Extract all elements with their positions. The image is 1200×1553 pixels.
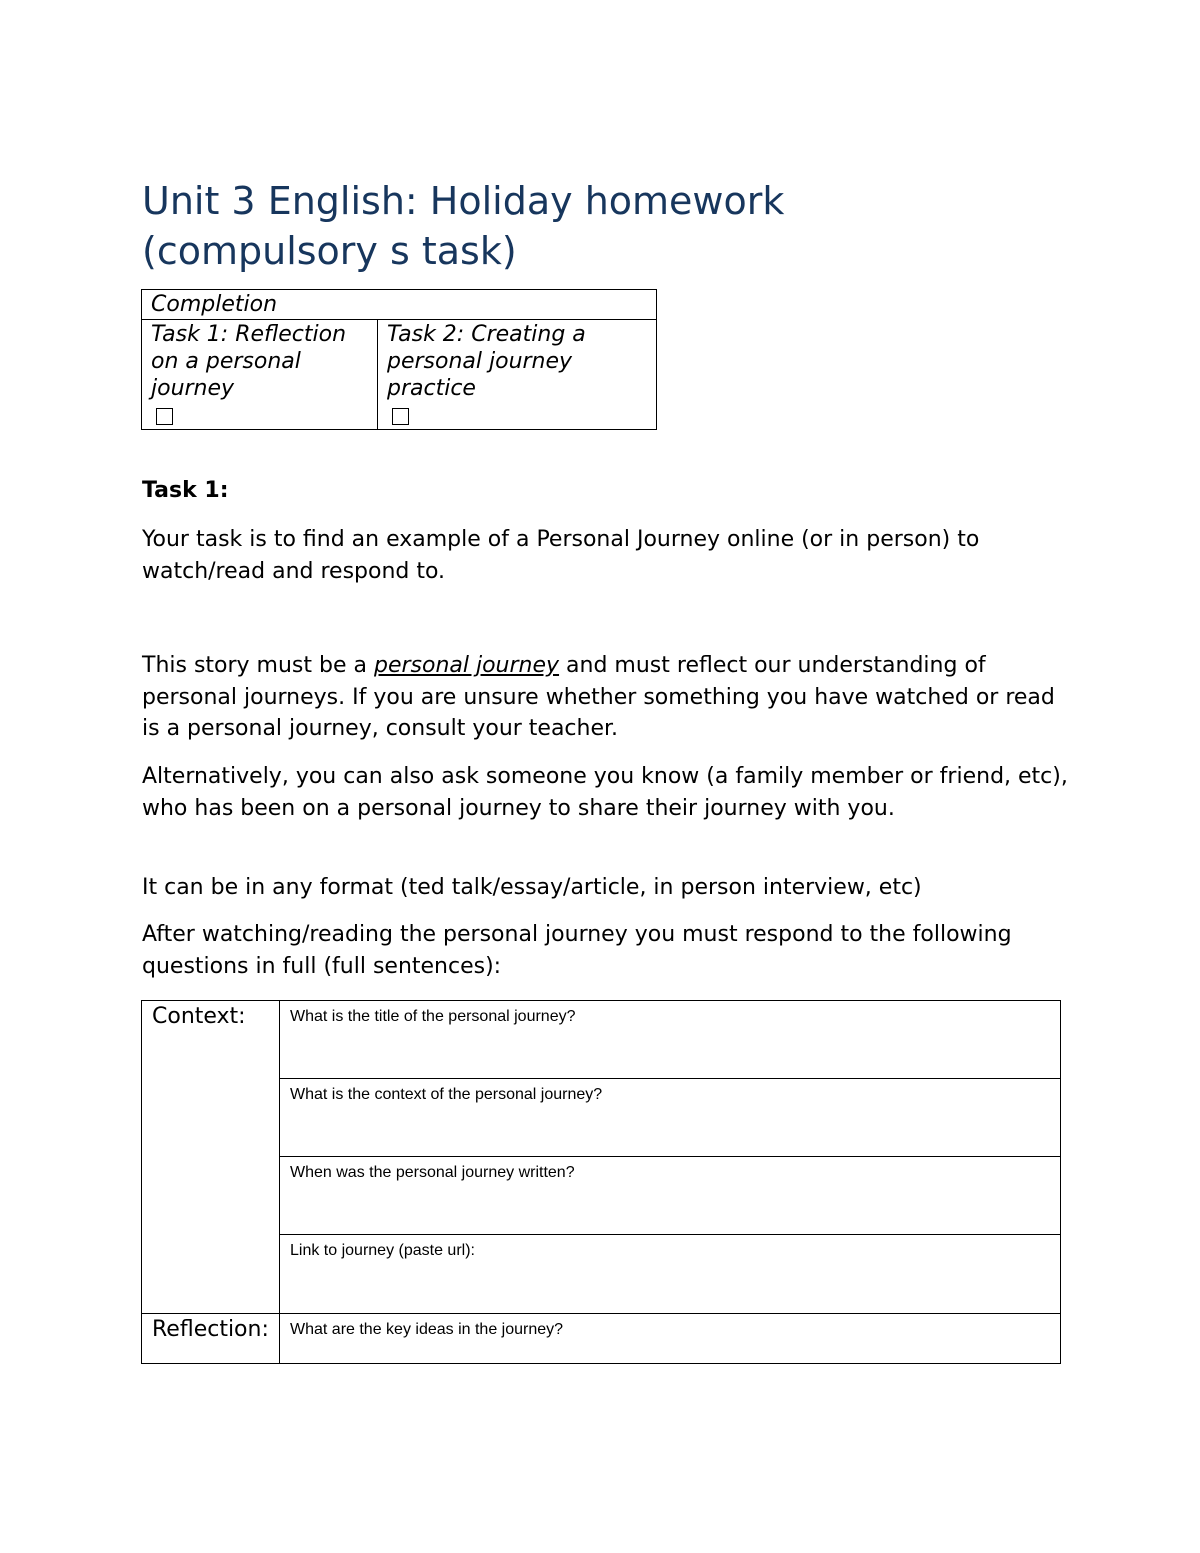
table-row — [142, 1079, 1061, 1157]
reflection-label: Reflection: — [142, 1314, 280, 1364]
completion-task-2-label: Task 2: Creating a personal journey practice — [387, 322, 586, 401]
task-1-paragraph-5: After watching/reading the personal journey you must respond to the following questions in full (full sentences): — [142, 922, 1012, 979]
paragraph-2-start: This story must be a — [142, 653, 374, 678]
task-2-checkbox[interactable] — [392, 408, 409, 425]
table-row — [142, 1157, 1061, 1235]
context-label: Context: — [142, 1001, 280, 1314]
question-key-ideas-cell[interactable]: What are the key ideas in the journey? — [280, 1314, 1061, 1364]
completion-header: Completion — [142, 290, 657, 320]
task-1-paragraph-4: It can be in any format (ted talk/essay/article, in person interview, etc) — [142, 875, 922, 900]
question-context-cell[interactable]: What is the context of the personal journey? — [280, 1079, 1061, 1157]
table-row — [142, 1314, 1061, 1364]
task-1-paragraph-2 — [142, 650, 1072, 745]
task-1-paragraph-3: Alternatively, you can also ask someone you know (a family member or friend, etc), who has been on a personal journey to share their journey with you. — [142, 764, 1068, 821]
table-row — [142, 1001, 1061, 1079]
completion-task-1-label: Task 1: Reflection on a personal journey — [151, 322, 347, 401]
task-1-paragraph-1: Your task is to find an example of a Personal Journey online (or in person) to watch/read and respond to. — [142, 527, 980, 584]
question-written-cell[interactable]: When was the personal journey written? — [280, 1157, 1061, 1235]
completion-task-2 — [378, 320, 657, 430]
table-row — [142, 1235, 1061, 1314]
question-title-cell[interactable]: What is the title of the personal journey? — [280, 1001, 1061, 1079]
personal-journey-emphasis: personal journey — [373, 653, 560, 678]
completion-table — [141, 289, 657, 430]
page-title — [142, 176, 1042, 276]
task-1-checkbox[interactable] — [156, 408, 173, 425]
completion-task-1 — [142, 320, 378, 430]
title-line-1: Unit 3 English: Holiday homework — [142, 179, 785, 223]
question-table — [141, 1000, 1061, 1364]
title-line-2: (compulsory s task) — [142, 229, 517, 273]
question-link-cell[interactable]: Link to journey (paste url): — [280, 1235, 1061, 1314]
task-1-heading: Task 1: — [142, 478, 229, 503]
paragraph-2-end: and must reflect our understanding of personal journeys. If you are unsure whether something you have watched or read is a personal journey, consult your teacher. — [142, 653, 1055, 741]
